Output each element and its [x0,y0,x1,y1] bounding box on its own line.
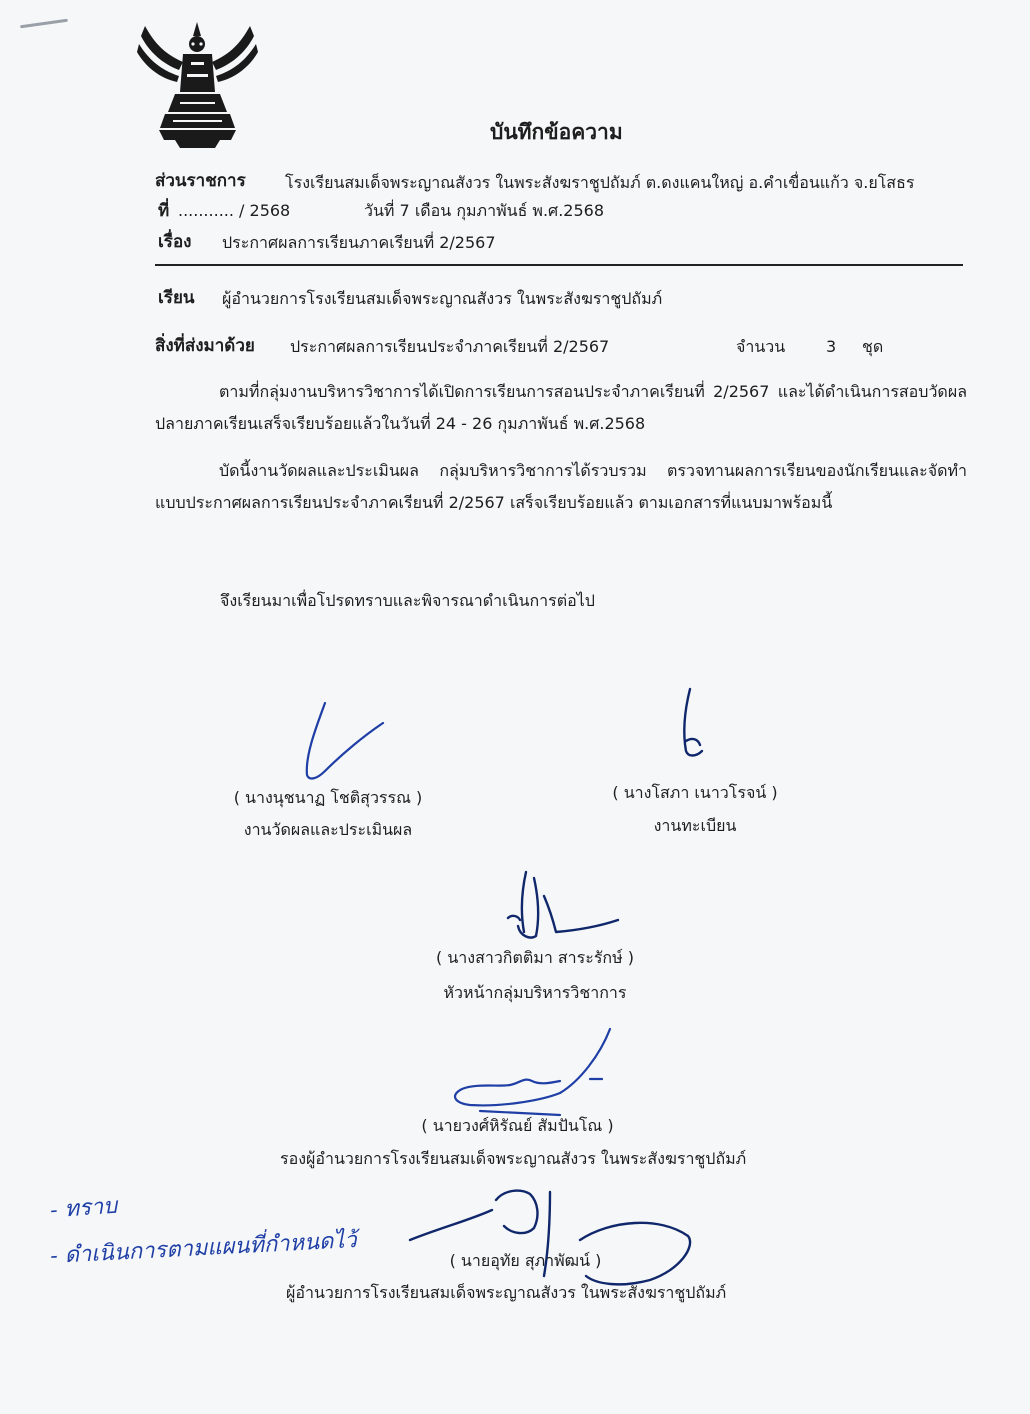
signature-2 [672,685,722,765]
paragraph-1: ตามที่กลุ่มงานบริหารวิชาการได้เปิดการเรียนการสอนประจำภาคเรียนที่ 2/2567 และได้ดำเนินการสอบวัดผลปลายภาคเรียนเสร็จเรียบร้อยแล้วในวันที่ 24 - 26 กุมภาพันธ์ พ.ศ.2568 [155,382,967,433]
paper-mark [20,19,68,29]
attach-label: สิ่งที่ส่งมาด้วย [155,336,255,356]
signatory-5-name: ( นายอุทัย สุภาพัฒน์ ) [449,1251,602,1270]
date-text: วันที่ 7 เดือน กุมภาพันธ์ พ.ศ.2568 [364,201,605,220]
signatory-3-position: หัวหน้ากลุ่มบริหารวิชาการ [443,983,627,1002]
signatory-2-position: งานทะเบียน [653,816,737,835]
handwritten-note-line-1: - ทราบ [49,1193,118,1224]
signatory-1-position: งานวัดผลและประเมินผล [243,820,413,839]
attach-qty-value: 3 [826,337,837,356]
attach-value: ประกาศผลการเรียนประจำภาคเรียนที่ 2/2567 [290,337,610,356]
to-value: ผู้อำนวยการโรงเรียนสมเด็จพระญาณสังวร ในพระสังฆราชูปถัมภ์ [222,289,663,308]
signatory-4-position: รองผู้อำนวยการโรงเรียนสมเด็จพระญาณสังวร ในพระสังฆราชูปถัมภ์ [280,1149,747,1168]
to-label: เรียน [158,288,195,308]
attach-qty-label: จำนวน [736,337,786,356]
header-divider [155,264,963,266]
signatory-2-name: ( นางโสภา เนาวโรจน์ ) [612,783,778,802]
closing-line: จึงเรียนมาเพื่อโปรดทราบและพิจารณาดำเนินการต่อไป [220,591,595,610]
handwritten-note-line-2: - ดำเนินการตามแผนที่กำหนดไว้ [49,1227,358,1270]
signatory-3-name: ( นางสาวกิตติมา สาระรักษ์ ) [436,948,634,967]
subject-value: ประกาศผลการเรียนภาคเรียนที่ 2/2567 [222,233,496,252]
subject-label: เรื่อง [158,232,192,252]
signatory-4-name: ( นายวงศ์หิรัณย์ สัมปันโณ ) [421,1116,614,1135]
number-label: ที่ [158,201,170,221]
number-value: ........... / 2568 [178,201,291,220]
signatory-1-name: ( นางนุชนาฏ โชติสุวรรณ ) [233,788,423,807]
paragraph-2: บัดนี้งานวัดผลและประเมินผล กลุ่มบริหารวิชาการได้รวบรวม ตรวจทานผลการเรียนของนักเรียนและจัดทำแบบประกาศผลการเรียนประจำภาคเรียนที่ 2/2567 เสร็จเรียบร้อยแล้ว ตามเอกสารที่แนบมาพร้อมนี้ [155,461,967,512]
agency-label: ส่วนราชการ [155,171,246,191]
agency-value: โรงเรียนสมเด็จพระญาณสังวร ในพระสังฆราชูปถัมภ์ ต.ดงแคนใหญ่ อ.คำเขื่อนแก้ว จ.ยโสธร [285,173,915,192]
document-title: บันทึกข้อความ [490,120,623,144]
signatory-5-position: ผู้อำนวยการโรงเรียนสมเด็จพระญาณสังวร ในพระสังฆราชูปถัมภ์ [286,1283,727,1302]
garuda-emblem-icon [135,14,260,149]
attach-unit: ชุด [862,337,884,356]
signature-1 [295,695,395,785]
signature-3 [500,866,630,946]
